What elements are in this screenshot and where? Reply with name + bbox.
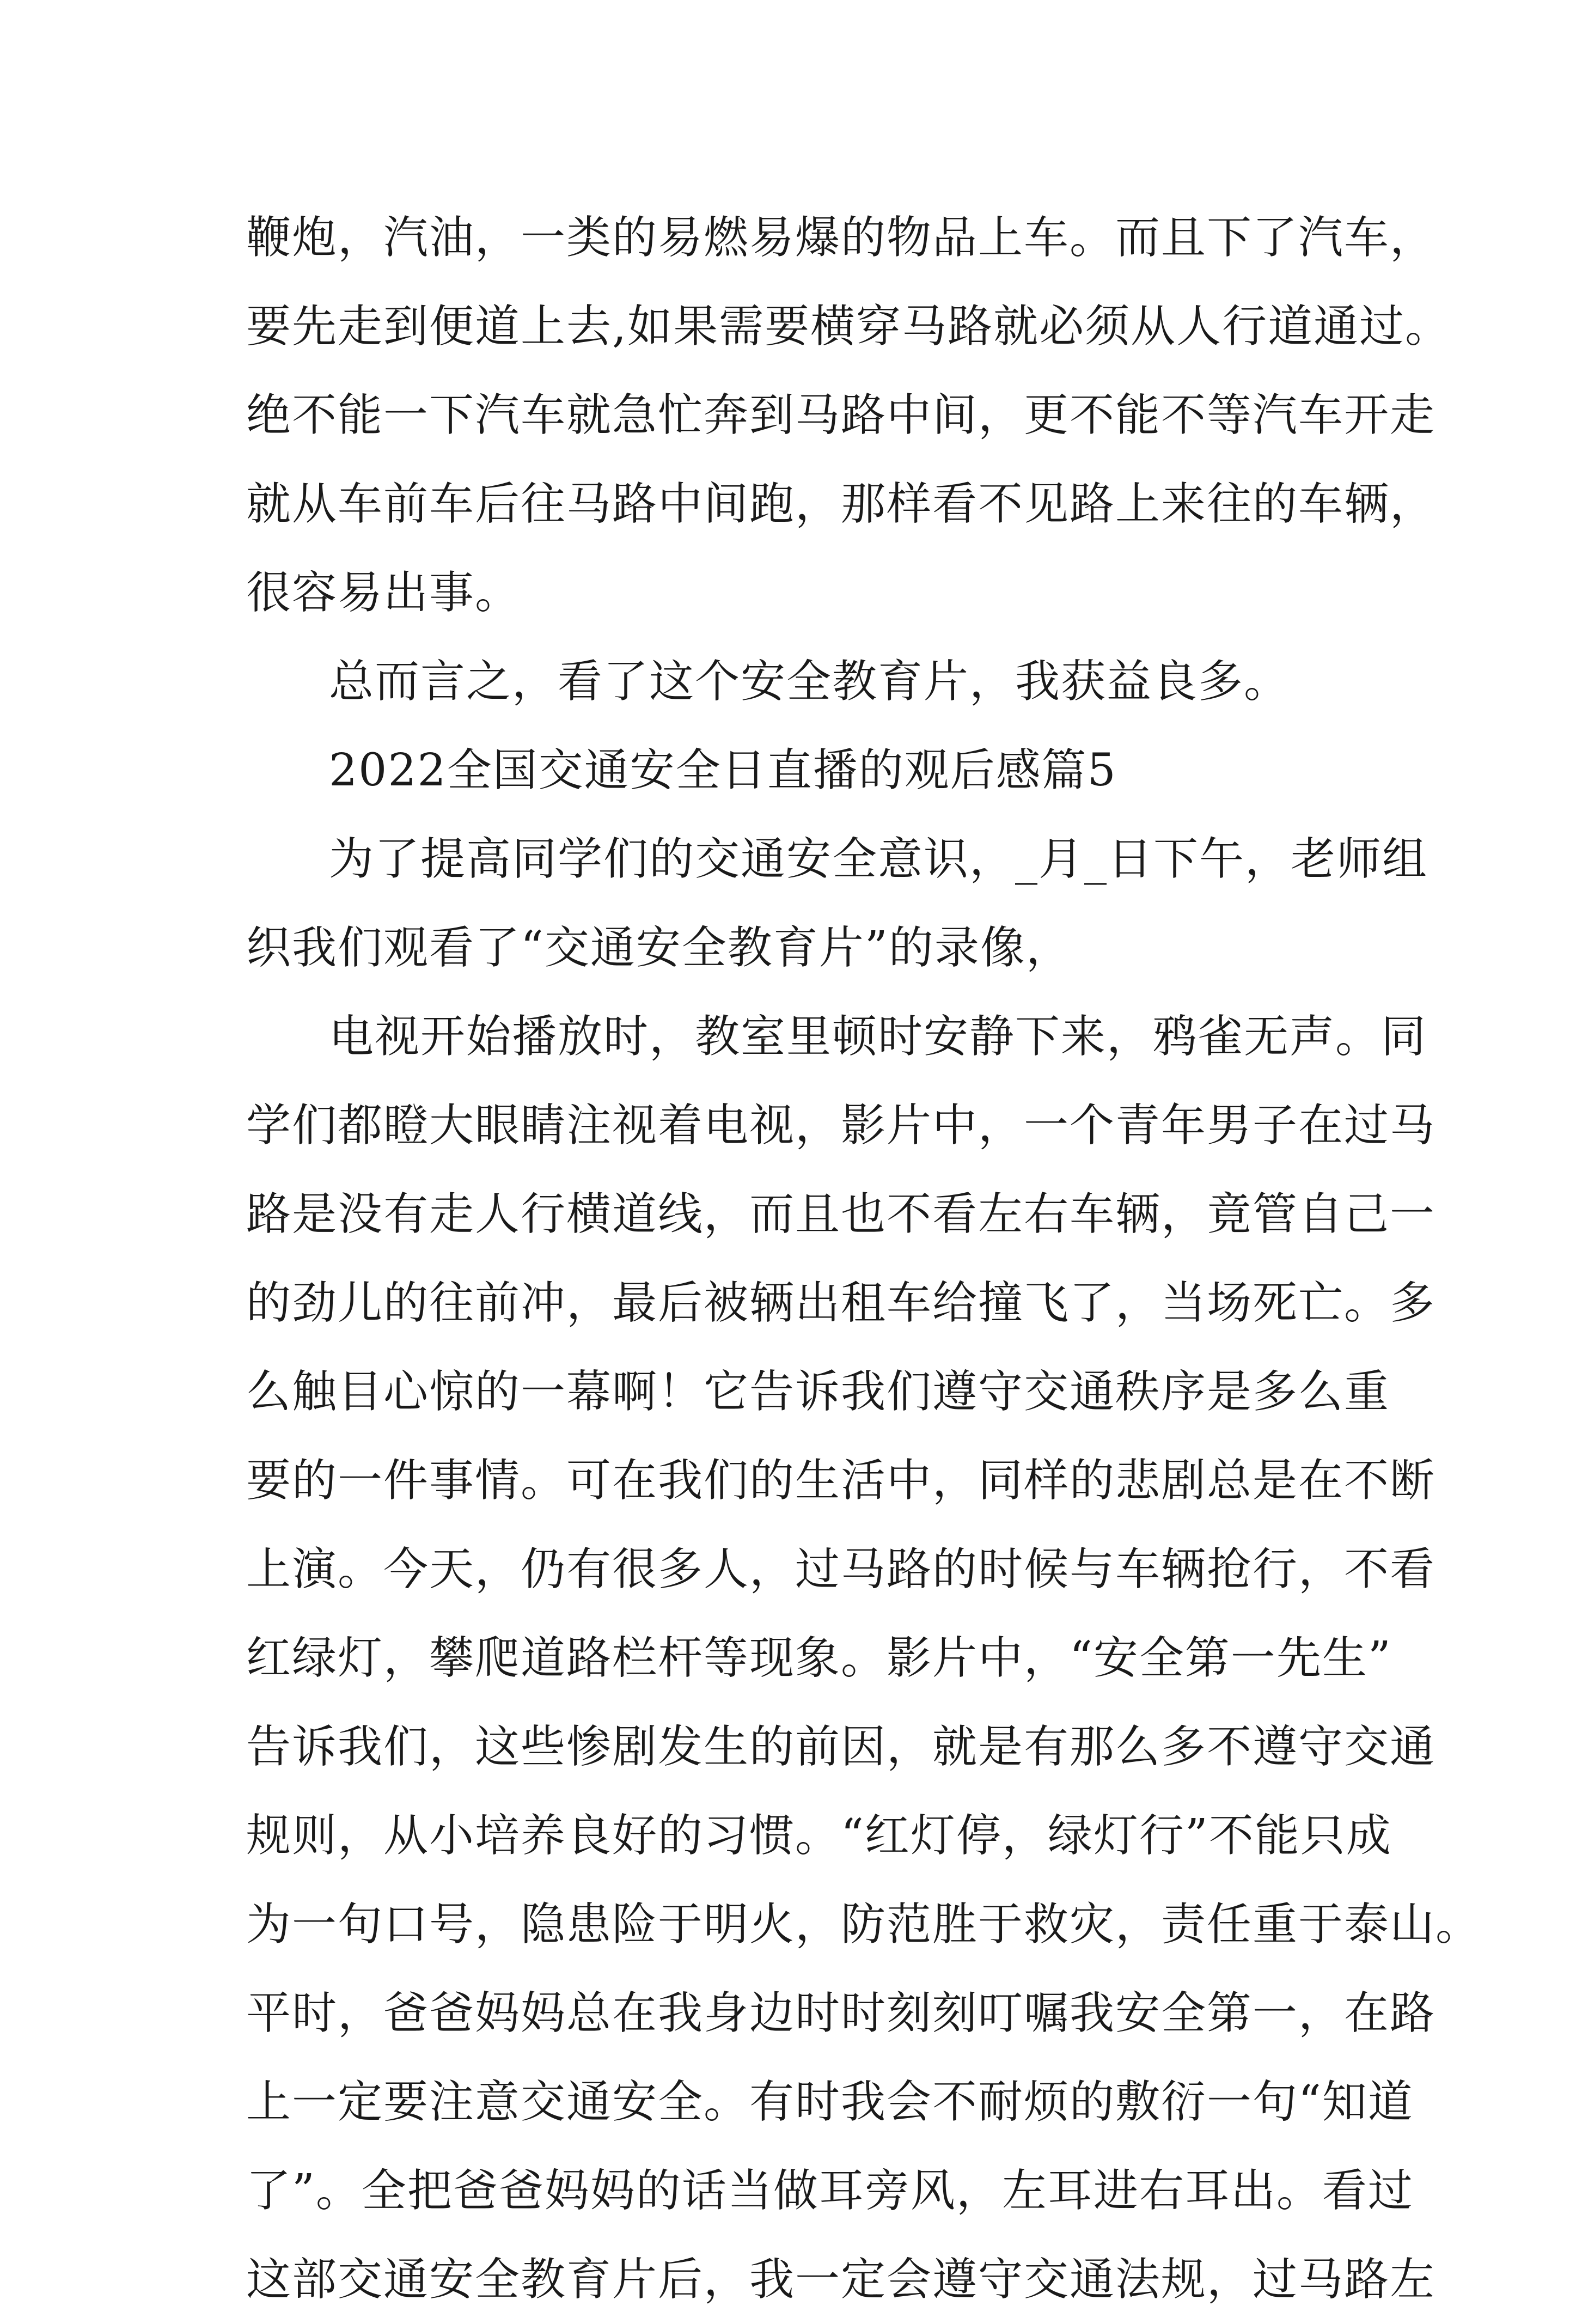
- text-line: 路是没有走人行横道线，而且也不看左右车辆，竟管自己一: [246, 1188, 1436, 1240]
- text-line: 绝不能一下汽车就急忙奔到马路中间，更不能不等汽车开走: [246, 389, 1436, 441]
- text-line: 很容易出事。: [246, 567, 521, 619]
- text-line: 学们都瞪大眼睛注视着电视，影片中，一个青年男子在过马: [246, 1100, 1436, 1151]
- text-line: 为一句口号，隐患险于明火，防范胜于救灾，责任重于泰山。: [246, 1899, 1482, 1950]
- text-line: 上演。今天，仍有很多人，过马路的时候与车辆抢行，不看: [246, 1544, 1436, 1595]
- text-line: 就从车前车后往马路中间跑，那样看不见路上来往的车辆，: [246, 478, 1436, 530]
- text-line: 平时，爸爸妈妈总在我身边时时刻刻叮嘱我安全第一，在路: [246, 1987, 1436, 2039]
- paragraph-start-line: 总而言之，看了这个安全教育片，我获益良多。: [329, 656, 1290, 707]
- text-line: 上一定要注意交通安全。有时我会不耐烦的敷衍一句“知道: [246, 2076, 1414, 2128]
- text-line: 鞭炮，汽油，一类的易燃易爆的物品上车。而且下了汽车，: [246, 212, 1436, 264]
- text-line: 的劲儿的往前冲，最后被辆出租车给撞飞了，当场死亡。多: [246, 1277, 1436, 1329]
- text-line: 么触目心惊的一幕啊！它告诉我们遵守交通秩序是多么重: [246, 1366, 1390, 1418]
- document-body: [246, 193, 1482, 2324]
- text-line: 要的一件事情。可在我们的生活中，同样的悲剧总是在不断: [246, 1455, 1436, 1506]
- text-line: 这部交通安全教育片后，我一定会遵守交通法规，过马路左: [246, 2254, 1436, 2305]
- text-line: 织我们观看了“交通安全教育片”的录像，: [246, 922, 1072, 974]
- text-line: 红绿灯，攀爬道路栏杆等现象。影片中，“安全第一先生”: [246, 1632, 1392, 1684]
- text-line: 了”。全把爸爸妈妈的话当做耳旁风，左耳进右耳出。看过: [246, 2165, 1414, 2217]
- paragraph-start-line: 为了提高同学们的交通安全意识，_月_日下午，老师组: [329, 833, 1428, 885]
- text-line: 要先走到便道上去,如果需要横穿马路就必须从人行道通过。: [246, 301, 1451, 352]
- text-line: 规则，从小培养良好的习惯。“红灯停，绿灯行”不能只成: [246, 1810, 1392, 1862]
- section-heading: 2022全国交通安全日直播的观后感篇5: [329, 745, 1117, 796]
- paragraph-start-line: 电视开始播放时，教室里顿时安静下来，鸦雀无声。同: [329, 1011, 1427, 1063]
- text-line: 告诉我们，这些惨剧发生的前因，就是有那么多不遵守交通: [246, 1721, 1436, 1773]
